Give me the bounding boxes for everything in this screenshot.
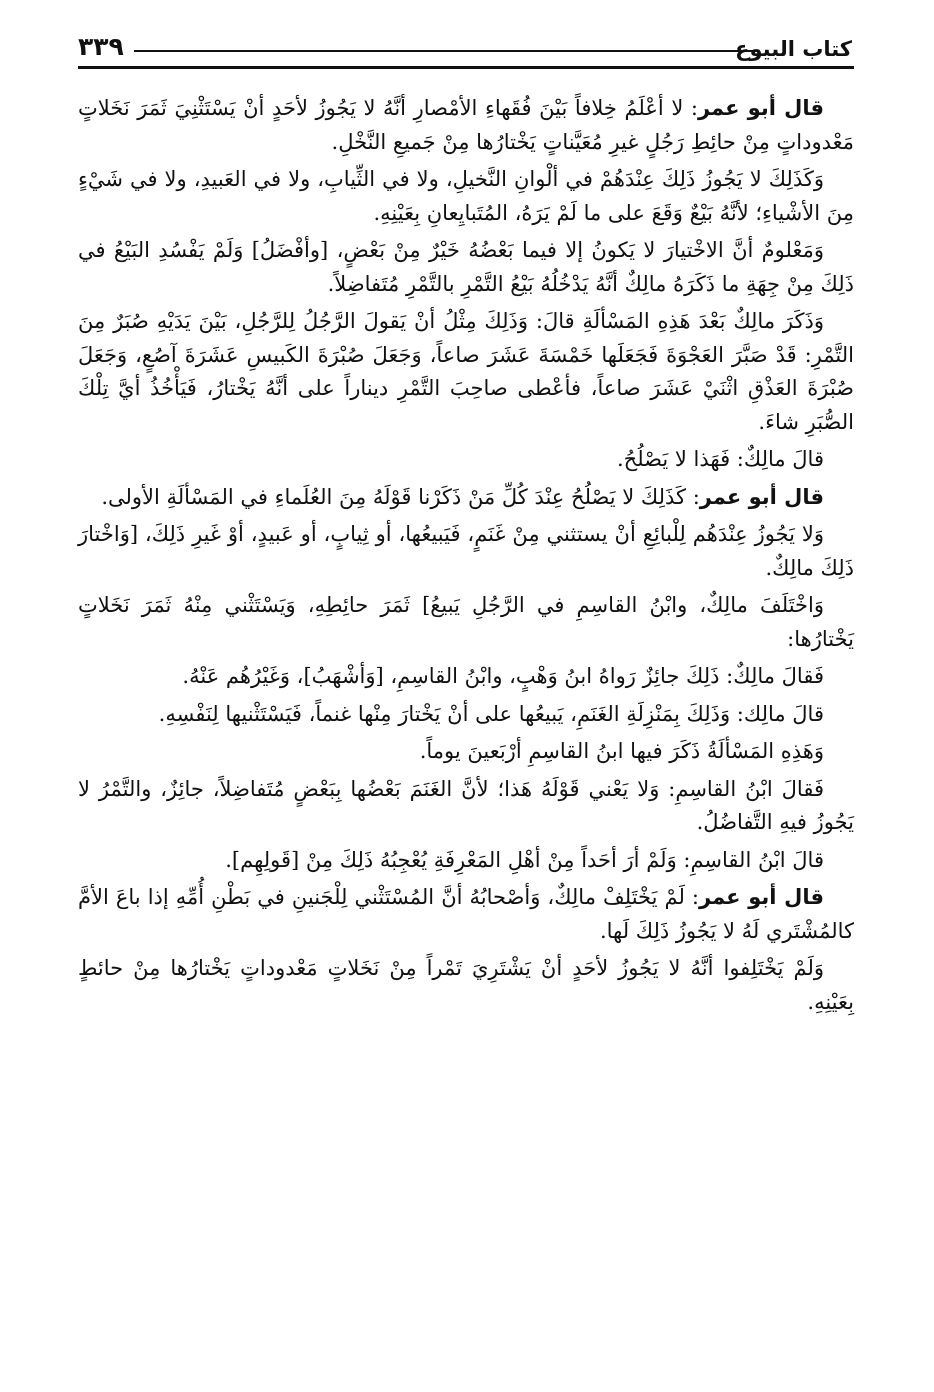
paragraph-text: وَذَكَرَ مالِكٌ بَعْدَ هَذِهِ المَسْألَةِ قالَ: وَذَلِكَ مِثْلُ أنْ يَقولَ الرَّجُلُ لِلرَّجُلِ، بَيْنَ يَدَيْهِ صُبَرٌ مِنَ التَّمْرِ: قَدْ صَبَّرَ العَجْوَةَ فَجَعَلَها خَمْسَةَ عَشَرَ صاعاً، وَجَعَلَ صُبْرَةَ الكَبيسِ عَشَرَةَ آصُعٍ، وَجَعَلَ صُبْرَةَ العَذْقِ اثْنَيْ عَشَرَ صاعاً، فأعْطى صاحِبَ التَّمْرِ ديناراً على أنَّهُ يَخْتارُ، فَيَأْخُذُ أيَّ تِلْكَ الصُّبَرِ شاءَ. <box>78 309 854 434</box>
paragraph <box>78 481 854 515</box>
paragraph <box>78 92 854 159</box>
paragraph-text: : لَمْ يَخْتَلِفْ مالِكٌ، وَأصْحابُهُ أنَّ المُسْتَثْني لِلْجَنينِ في بَطْنِ أُمِّهِ إذا باعَ الأمَّ كالمُشْتَري لَهُ لا يَجُوزُ ذَلِكَ لَها. <box>78 885 854 943</box>
paragraph <box>78 518 854 585</box>
speaker-label: قال أبو عمر <box>699 885 824 909</box>
paragraph <box>78 660 854 694</box>
paragraph-text: : لا أعْلَمُ خِلافاً بَيْنَ فُقَهاءِ الأمْصارِ أنَّهُ لا يَجُوزُ لأحَدٍ أنْ يَسْتَثْنِيَ ثَمَرَ نَخَلاتٍ مَعْدوداتٍ مِنْ حائِطِ رَجُلٍ غيرِ مُعَيَّناتٍ يَخْتارُها مِنْ جَميعِ النَّخْلِ. <box>78 96 854 154</box>
paragraph-text: وَاخْتَلَفَ مالِكٌ، وابْنُ القاسِمِ في الرَّجُلِ يَبيعُ] ثَمَرَ حائِطِهِ، وَيَسْتَثْني مِنْهُ ثَمَرَ نَخَلاتٍ يَخْتارُها: <box>78 593 854 651</box>
paragraph-text: فَقالَ مالِكٌ: ذَلِكَ جائِزٌ رَواهُ ابنُ وَهْبٍ، وابْنُ القاسِمِ، [وَأشْهَبُ]، وَغَيْرُهُم عَنْهُ. <box>182 664 824 688</box>
paragraph <box>78 305 854 439</box>
paragraph <box>78 234 854 301</box>
paragraph <box>78 163 854 230</box>
page-number: ٣٣٩ <box>78 32 124 61</box>
paragraph-text: قالَ ابْنُ القاسِمِ: وَلَمْ أرَ أحَداً مِنْ أهْلِ المَعْرِفَةِ يُعْجِبُهُ ذَلِكَ مِنْ [قَولِهِم]. <box>225 847 824 872</box>
paragraph <box>78 773 854 840</box>
paragraph <box>78 952 854 1019</box>
paragraph-text: وَكَذَلِكَ لا يَجُوزُ ذَلِكَ عِنْدَهُمْ في ألْوانِ النَّخيلِ، ولا في الثِّيابِ، ولا في العَبيدِ، ولا في شَيْءٍ مِنَ الأشْياءِ؛ لأنَّهُ بَيْعٌ وَقَعَ على ما لَمْ يَرَهُ، المُتَبايِعانِ بِعَيْنِهِ. <box>78 167 854 225</box>
speaker-label: قال أبو عمر <box>699 484 824 509</box>
page-header <box>78 22 854 74</box>
page-body <box>78 92 854 1023</box>
paragraph <box>78 844 854 878</box>
paragraph <box>78 443 854 477</box>
paragraph-text: وَمَعْلومٌ أنَّ الاخْتيارَ لا يَكونُ إلا فيما بَعْضُهُ خَيْرٌ مِنْ بَعْضٍ، [وأفْضَلُ] وَلَمْ يَفْسُدِ البَيْعُ في ذَلِكَ مِنْ جِهَةِ ما ذَكَرَهُ مالِكٌ أنَّهُ يَدْخُلُهُ بَيْعُ التَّمْرِ بالتَّمْرِ مُتَفاضِلاً. <box>78 238 854 296</box>
paragraph <box>78 881 854 948</box>
paragraph-text: وَلَمْ يَخْتَلِفوا أنَّهُ لا يَجُوزُ لأحَدٍ أنْ يَشْتَرِيَ تَمْراً مِنْ نَخَلاتٍ مَعْدوداتٍ يَخْتارُها مِنْ حائطٍ بِعَيْنِهِ. <box>78 956 854 1014</box>
header-rule <box>134 50 758 52</box>
paragraph-text: وَلا يَجُوزُ عِنْدَهُم لِلْبائِعِ أنْ يستثني مِنْ غَنَمٍ، فَيَبيعُها، أو ثِيابٍ، أو عَبيدٍ، أوْ غَيرِ ذَلِكَ، [وَاخْتارَ ذَلِكَ مالِكٌ. <box>78 522 854 580</box>
paragraph-text: : كَذَلِكَ لا يَصْلُحُ عِنْدَ كُلِّ مَنْ ذَكَرْنا قَوْلَهُ مِنَ العُلَماءِ في المَسْألَةِ الأولى. <box>101 484 700 509</box>
header-divider <box>78 66 854 69</box>
speaker-label: قال أبو عمر <box>697 96 825 120</box>
paragraph-text: قالَ مالِكٌ: فَهَذا لا يَصْلُحُ. <box>616 447 824 471</box>
paragraph <box>78 735 854 769</box>
paragraph <box>78 589 854 656</box>
paragraph-text: فَقالَ ابْنُ القاسِمِ: وَلا يَعْني قَوْلَهُ هَذا؛ لأنَّ الغَنَمَ بَعْضُها بِبَعْضٍ مُتَفاضِلاً، جائِزٌ، والتَّمْرُ لا يَجُوزُ فيهِ التَّفاضُلُ. <box>78 776 854 834</box>
paragraph-text: قالَ مالِك: وَذَلِكَ بِمَنْزِلَةِ الغَنَمِ، يَبيعُها على أنْ يَخْتارَ مِنْها غنماً، فَيَسْتَثْنيها لِنَفْسِهِ. <box>158 701 824 726</box>
paragraph-text: وَهَذِهِ المَسْألَةُ ذَكَرَ فيها ابنُ القاسِمِ أرْبَعينَ يوماً. <box>419 739 824 763</box>
header-title: كتاب البيوع <box>735 37 852 61</box>
paragraph <box>78 698 854 732</box>
